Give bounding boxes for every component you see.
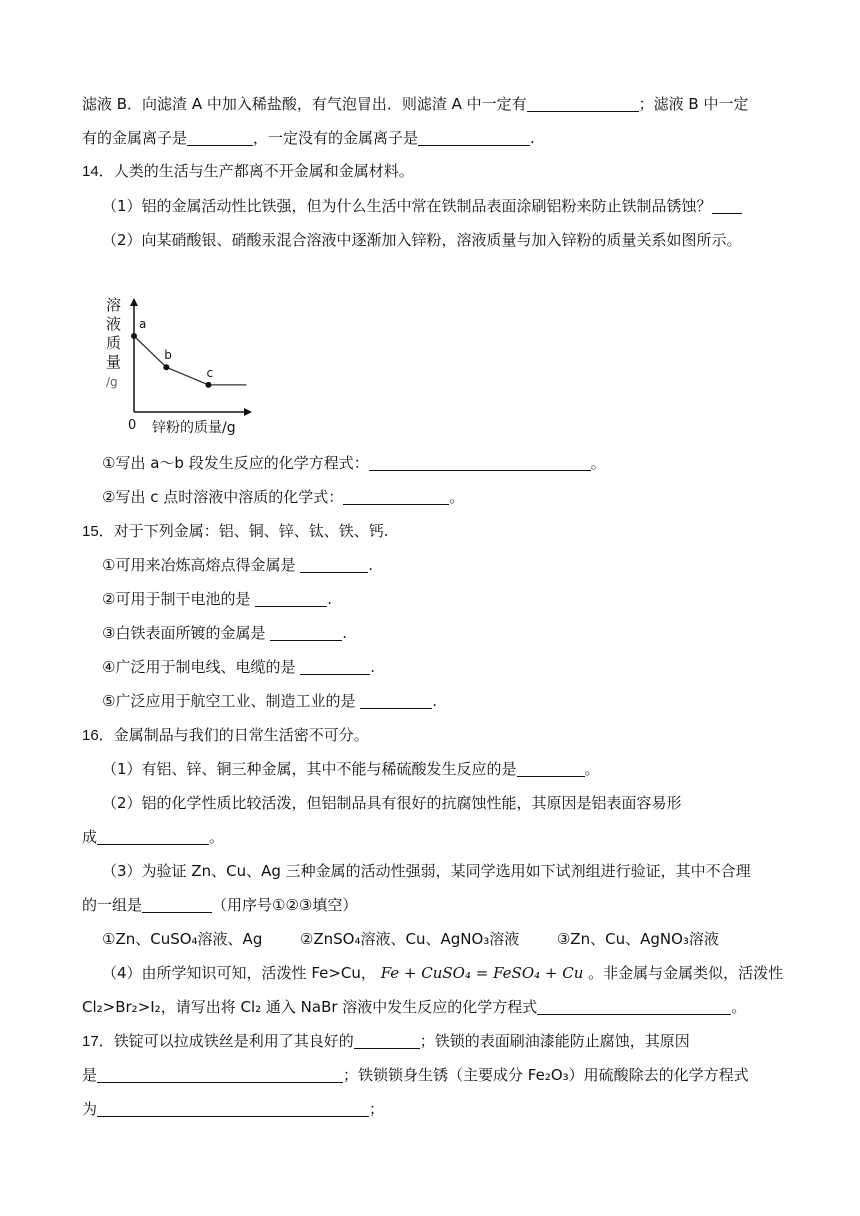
q13-text: 有的金属离子是 xyxy=(82,129,188,147)
q16-blank-3[interactable] xyxy=(142,897,212,913)
origin-label: 0 xyxy=(128,418,137,433)
q15-item-text: ③白铁表面所镀的金属是 xyxy=(102,624,266,642)
q15-item-end: . xyxy=(368,556,374,574)
q15-blank-3[interactable] xyxy=(270,625,342,641)
q14-blank-equation[interactable] xyxy=(369,455,591,471)
q16-p2-text: 成 xyxy=(82,828,98,846)
q14-p2-text: （2）向某硝酸银、硝酸汞混合溶液中逐渐加入锌粉，溶液质量与加入锌粉的质量关系如图所示。 xyxy=(102,231,742,249)
q15-item xyxy=(102,555,373,575)
q16-p4-text: Cl₂>Br₂>I₂，请写出将 Cl₂ 通入 NaBr 溶液中发生反应的化学方程式 xyxy=(82,998,538,1016)
question-stem: 人类的生活与生产都离不开金属和金属材料。 xyxy=(113,162,414,180)
q15-blank-4[interactable] xyxy=(300,659,370,675)
q16-part-3 xyxy=(102,861,751,881)
q15-item-text: ⑤广泛应用于航空工业、制造工业的是 xyxy=(102,692,356,710)
q17-text: ； xyxy=(369,1100,385,1118)
q16-p3-hint: （用序号①②③填空） xyxy=(212,896,358,914)
q15-blank-2[interactable] xyxy=(255,591,327,607)
question-stem: 金属制品与我们的日常生活密不可分。 xyxy=(113,726,369,744)
q16-part-4 xyxy=(102,963,783,983)
q16-part-1 xyxy=(102,759,600,779)
q17-blank-3[interactable] xyxy=(97,1101,369,1117)
q16-option-2: ②ZnSO₄溶液、Cu、AgNO₃溶液 xyxy=(299,930,520,948)
zinc-mass-chart xyxy=(96,292,256,442)
q13-blank-ions-present[interactable] xyxy=(187,130,253,146)
q16-p4-text: 。非金属与金属类似，活泼性 xyxy=(588,964,784,982)
q16-part-2-cont xyxy=(82,827,224,847)
q14-p1-text: （1）铝的金属活动性比铁强，但为什么生活中常在铁制品表面涂刷铝粉来防止铁制品锈蚀？ xyxy=(102,197,712,215)
q16-p4-text: （4）由所学知识可知，活泼性 Fe>Cu， xyxy=(102,964,376,982)
q14-sub-2 xyxy=(102,487,464,507)
point-c xyxy=(205,382,211,388)
q16-p2-text: （2）铝的化学性质比较活泼，但铝制品具有很好的抗腐蚀性能，其原因是铝表面容易形 xyxy=(102,794,682,812)
q16-p2-end: 。 xyxy=(209,828,225,846)
q14-stem xyxy=(82,161,414,182)
q13-line-1 xyxy=(82,94,748,114)
q17-line-2 xyxy=(82,1065,749,1085)
q16-part-3-cont xyxy=(82,895,357,915)
q16-blank-2[interactable] xyxy=(97,829,209,845)
q14-blank-1[interactable] xyxy=(712,198,742,214)
q14-sub-1 xyxy=(102,453,606,473)
q17-text: 为 xyxy=(82,1100,98,1118)
q15-item-text: ②可用于制干电池的是 xyxy=(102,590,251,608)
q17-text: 是 xyxy=(82,1066,98,1084)
q15-item-text: ④广泛用于制电线、电缆的是 xyxy=(102,658,296,676)
q13-text: 滤液 B．向滤渣 A 中加入稀盐酸，有气泡冒出．则滤渣 A 中一定有 xyxy=(82,95,527,113)
point-label-c: c xyxy=(206,365,214,380)
y-axis-label xyxy=(106,296,121,389)
question-number: 17． xyxy=(82,1033,114,1050)
q14-sub1-text: ①写出 a～b 段发生反应的化学方程式： xyxy=(102,454,369,472)
q15-stem xyxy=(82,521,388,542)
q15-item xyxy=(102,623,347,643)
q16-blank-1[interactable] xyxy=(517,761,585,777)
y-label-char: 量 xyxy=(106,353,122,371)
q14-part-1 xyxy=(102,196,742,216)
q15-blank-1[interactable] xyxy=(300,557,368,573)
q16-options xyxy=(102,929,719,949)
q15-item-end: . xyxy=(327,590,333,608)
q14-sub2-end: 。 xyxy=(449,488,465,506)
q17-text: ；铁锁的表面刷油漆能防止腐蚀，其原因 xyxy=(419,1032,690,1050)
y-axis-arrow xyxy=(130,298,138,306)
point-label-a: a xyxy=(139,317,147,331)
q14-sub2-text: ②写出 c 点时溶液中溶质的化学式： xyxy=(102,488,344,506)
point-b xyxy=(163,364,169,370)
q13-blank-residue[interactable] xyxy=(527,96,639,112)
point-label-b: b xyxy=(164,348,172,363)
y-label-char: 质 xyxy=(106,334,122,352)
y-label-char: 溶 xyxy=(106,296,122,314)
q15-item-end: . xyxy=(370,658,376,676)
question-number: 16． xyxy=(82,727,114,744)
q13-text: ；滤液 B 中一定 xyxy=(638,95,749,113)
q14-blank-solute[interactable] xyxy=(343,489,449,505)
solution-mass-line xyxy=(134,336,246,385)
q16-p3-text: 的一组是 xyxy=(82,896,143,914)
q14-part-2 xyxy=(102,230,742,250)
x-axis-label: 锌粉的质量/g xyxy=(152,420,236,436)
q16-p4-end: 。 xyxy=(731,998,747,1016)
y-label-char: 液 xyxy=(106,315,122,333)
question-number: 14． xyxy=(82,163,114,180)
q14-sub1-end: 。 xyxy=(590,454,606,472)
q13-text: . xyxy=(530,129,535,147)
q16-option-1: ①Zn、CuSO₄溶液、Ag xyxy=(102,930,263,948)
q16-p3-text: （3）为验证 Zn、Cu、Ag 三种金属的活动性强弱，某同学选用如下试剂组进行验证，其中不合理 xyxy=(102,862,751,880)
q15-item-text: ①可用来冶炼高熔点得金属是 xyxy=(102,556,296,574)
q17-blank-2[interactable] xyxy=(97,1067,343,1083)
q15-item xyxy=(102,589,332,609)
q16-part-2 xyxy=(102,793,682,813)
q16-option-3: ③Zn、Cu、AgNO₃溶液 xyxy=(556,930,719,948)
q17-text: 铁锭可以拉成铁丝是利用了其良好的 xyxy=(113,1032,354,1050)
q17-line-3 xyxy=(82,1099,384,1119)
point-a xyxy=(131,333,137,339)
q16-p4-equation: Fe + CuSO₄ = FeSO₄ + Cu xyxy=(380,964,584,982)
question-stem: 对于下列金属：铝、铜、锌、钛、铁、钙. xyxy=(113,522,389,540)
q13-line-2 xyxy=(82,128,535,148)
question-number: 15． xyxy=(82,523,114,540)
q17-blank-1[interactable] xyxy=(354,1033,420,1049)
q17-line-1 xyxy=(82,1031,690,1052)
q15-item xyxy=(102,657,375,677)
q15-item-end: . xyxy=(432,692,438,710)
q16-stem xyxy=(82,725,369,746)
q13-text: ，一定没有的金属离子是 xyxy=(253,129,419,147)
y-label-char: /g xyxy=(106,375,118,389)
x-axis-arrow xyxy=(244,408,252,416)
q17-text: ；铁锁锁身生锈（主要成分 Fe₂O₃）用硫酸除去的化学方程式 xyxy=(343,1066,749,1084)
q16-p1-text: （1）有铝、锌、铜三种金属，其中不能与稀硫酸发生反应的是 xyxy=(102,760,517,778)
q16-part-4-cont xyxy=(82,997,746,1017)
q15-blank-5[interactable] xyxy=(360,693,432,709)
q16-blank-4[interactable] xyxy=(537,999,731,1015)
q15-item-end: . xyxy=(342,624,348,642)
q13-blank-ions-absent[interactable] xyxy=(418,130,530,146)
q15-item xyxy=(102,691,437,711)
q16-p1-end: 。 xyxy=(584,760,600,778)
